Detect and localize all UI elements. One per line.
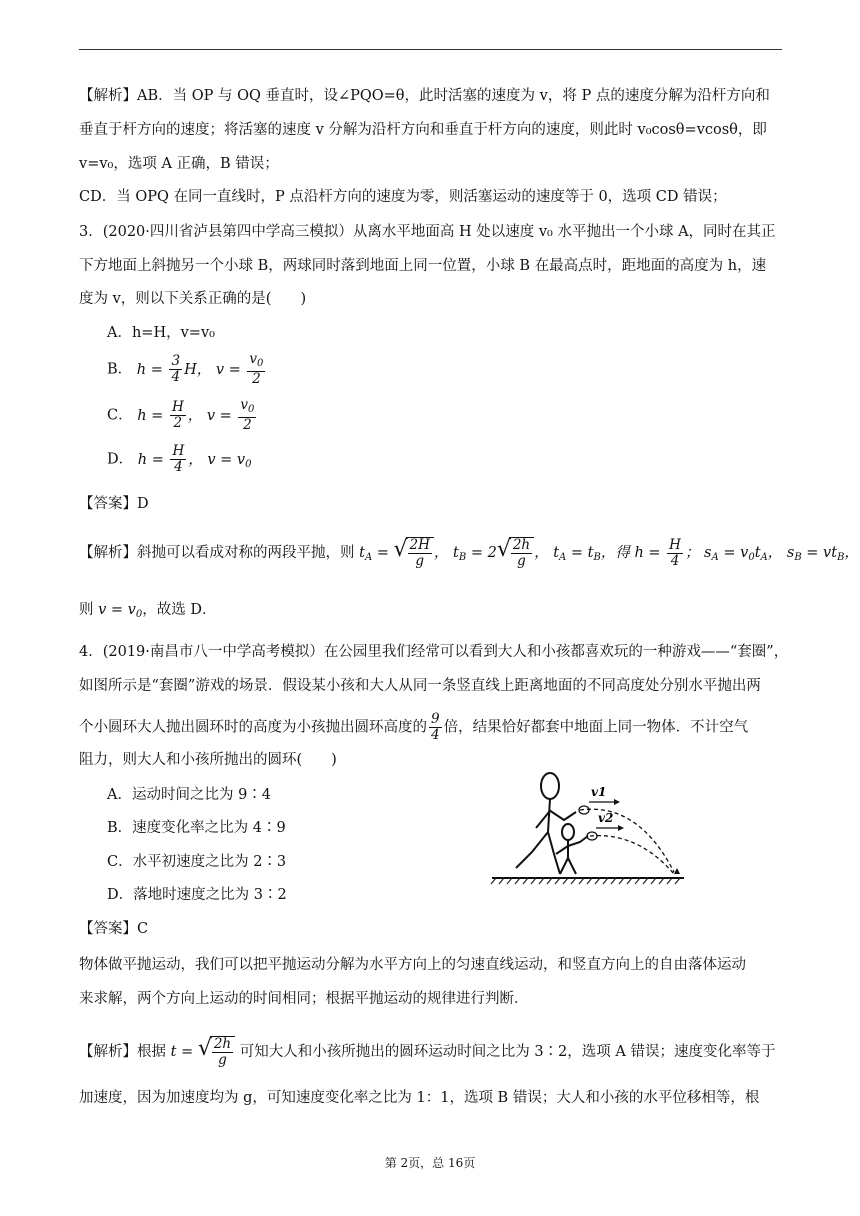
formula: h = $\frac{H}{4}$ ， $v = v_0$: [137, 443, 252, 475]
q4-option-a: A．运动时间之比为 9∶4: [107, 787, 272, 803]
analysis-label: 【解析】根据: [79, 1044, 166, 1060]
q3-option-a: A．h=H，v=v₀: [107, 325, 215, 341]
q3-analysis: [79, 537, 859, 569]
q4-explanation: 物体做平抛运动，我们可以把平抛运动分解为水平方向上的匀速直线运动，和竖直方向上的自由落体运动: [79, 957, 746, 973]
fraction-9-4: $\frac{9}{4}$: [431, 711, 440, 743]
analysis-line: 垂直于杆方向的速度；将活塞的速度 v 分解为沿杆方向和垂直于杆方向的速度，则此时 v₀cosθ=vcosθ，即: [79, 122, 767, 138]
page-footer: 第 2页，总 16页: [384, 1156, 476, 1170]
q4-analysis: [79, 1036, 775, 1068]
formula: h = $\frac{H}{2}$ ， v = $\frac{v_0}{2}$: [137, 397, 255, 433]
question-4-stem: 如图所示是“套圈”游戏的场景．假设某小孩和大人从同一条竖直线上距离地面的不同高度处分别水平抛出两: [79, 678, 761, 694]
v2-label: v2: [598, 811, 614, 825]
formula: $t_A$ = √ $\frac{2H}{g}$ ， $t_B = 2$ √ $\frac{2h}{g}$ ， $t_A = t_B$，得 h = $\frac{H}{4}$ ； $s_A = v_0t_A$， $s_B = vt_B$，: [359, 545, 859, 561]
analysis-label: 【解析】斜抛可以看成对称的两段平抛，则: [79, 545, 355, 561]
analysis-text: ，故选 D．: [142, 602, 217, 618]
q4-option-c: C．水平初速度之比为 2∶3: [107, 854, 287, 870]
question-3-stem: 3．(2020·四川省泸县第四中学高三模拟）从离水平地面高 H 处以速度 v₀ 水平抛出一个小球 A，同时在其正: [79, 224, 776, 240]
q3-analysis-end: [79, 600, 216, 625]
question-3-stem: 下方地面上斜抛另一个小球 B，两球同时落到地面上同一位置，小球 B 在最高点时，距地面的高度为 h，速: [79, 258, 767, 274]
option-label: D．: [107, 451, 134, 468]
q4-option-b: B．速度变化率之比为 4∶9: [107, 820, 286, 836]
q3-option-c: [107, 398, 258, 433]
header-rule: [79, 49, 782, 50]
option-label: B．: [107, 361, 133, 378]
q3-option-b: [107, 352, 267, 387]
q3-answer: 【答案】D: [79, 496, 149, 512]
formula: $v = v_0$: [98, 602, 143, 620]
q4-answer: 【答案】C: [79, 921, 149, 937]
option-label: C．: [107, 407, 133, 424]
q3-option-d: [107, 444, 252, 475]
analysis-line: 【解析】AB．当 OP 与 OQ 垂直时，设∠PQO=θ，此时活塞的速度为 v，将 P 点的速度分解为沿杆方向和: [79, 88, 770, 104]
question-4-stem: 阻力，则大人和小孩所抛出的圆环( ): [79, 752, 337, 768]
analysis-text: 则: [79, 602, 94, 618]
formula: t = √ $\frac{2h}{g}$: [171, 1044, 240, 1060]
stem-text: 倍，结果恰好都套中地面上同一物体．不计空气: [443, 719, 749, 736]
analysis-text: 可知大人和小孩所抛出的圆环运动时间之比为 3∶2，选项 A 错误；速度变化率等于: [239, 1044, 776, 1060]
question-3-stem: 度为 v，则以下关系正确的是( ): [79, 291, 307, 307]
question-4-stem: 4．(2019·南昌市八一中学高考模拟）在公园里我们经常可以看到大人和小孩都喜欢玩的一种游戏——“套圈”，: [79, 644, 789, 660]
formula: h = $\frac{3}{4}$ H， v = $\frac{v_0}{2}$: [136, 351, 264, 387]
analysis-line: CD．当 OPQ 在同一直线时，P 点沿杆方向的速度为零，则活塞运动的速度等于 0，选项 CD 错误；: [79, 189, 727, 205]
q4-explanation: 来求解，两个方向上运动的时间相同；根据平抛运动的规律进行判断．: [79, 991, 529, 1007]
question-4-stem: [79, 712, 748, 743]
v1-label: v1: [591, 785, 607, 799]
ring-toss-figure: [488, 762, 688, 887]
q4-option-d: D．落地时速度之比为 3∶2: [107, 887, 287, 903]
q4-analysis: 加速度，因为加速度均为 g，可知速度变化率之比为 1：1，选项 B 错误；大人和小孩的水平位移相等，根: [79, 1090, 760, 1106]
analysis-line: v=v₀，选项 A 正确，B 错误；: [79, 156, 279, 172]
stem-text: 个小圆环大人抛出圆环时的高度为小孩抛出圆环高度的: [79, 719, 427, 736]
